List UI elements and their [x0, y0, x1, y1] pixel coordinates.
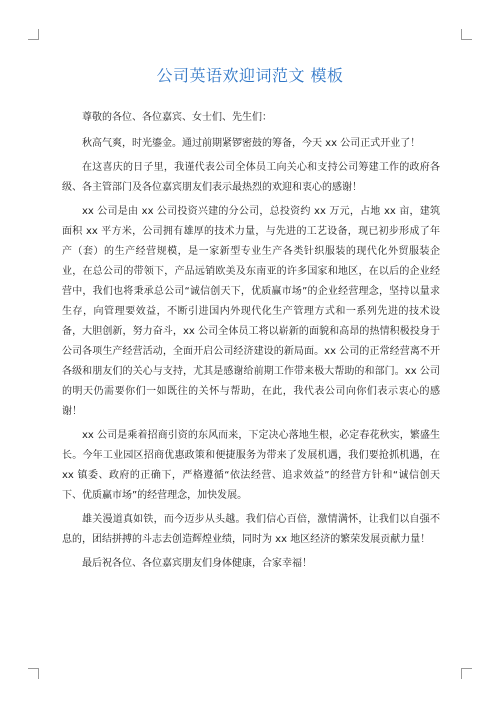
crop-mark-bottom-right-vertical [461, 668, 462, 679]
paragraph-thanks: 在这喜庆的日子里，我谨代表公司全体员工向关心和支持公司筹建工作的政府各级、各主管部门及各位嘉宾朋友们表示最热烈的欢迎和衷心的感谢！ [62, 162, 440, 193]
paragraph-salutation: 尊敬的各位、各位嘉宾、女士们、先生们： [82, 112, 272, 123]
paragraph-closing: 最后祝各位、各位嘉宾朋友们身体健康，合家幸福！ [82, 558, 312, 569]
crop-mark-top-left-horizontal [28, 39, 39, 40]
paragraph-company-intro: xx 公司是由 xx 公司投资兴建的分公司，总投资约 xx 万元，占地 xx 亩，建筑面积 xx 平方米，公司拥有雄厚的技术力量，与先进的工艺设备，现已初步形成了年产（套）的生产经营规模，是一家新型专业生产各类针织服装的现代化外贸服装企业，在总公司的带领下，产品远销欧美及东南亚的许多国家和地区，在以后的企业经营中，我们也将秉承总公司“诚信创天下，优质赢市场”的企业经营理念，坚持以量求生存，向管理要效益，不断引进国内外现代化生产管理方式和一系列先进的技术设备，大胆创新，努力奋斗，xx 公司全体员工将以崭新的面貌和高昂的热情积极投身于公司各项生产经营活动，全面开启公司经济建设的新局面。xx 公司的正常经营离不开各级和朋友们的关心与支持，尤其是感谢给前期工作带来极大帮助的和部门。xx 公司的明天仍需要你们一如既往的关怀与帮助，在此，我代表公司向你们表示衷心的感谢！ [62, 206, 440, 417]
crop-mark-bottom-right-horizontal [461, 668, 472, 669]
crop-mark-bottom-left-horizontal [28, 668, 39, 669]
crop-mark-bottom-left-vertical [38, 668, 39, 679]
paragraph-development: xx 公司是乘着招商引资的东风而来，下定决心落地生根，必定春花秋实，繁盛生长。今年工业园区招商优惠政策和便捷服务为带来了发展机遇，我们要抢抓机遇，在 xx 镇委、政府的正确下，严格遵循“依法经营、追求效益”的经营方针和“诚信创天下、优质赢市场”的经营理念，加快发展。 [62, 430, 440, 501]
document-title: 公司英语欢迎词范文 模板 [156, 66, 344, 85]
paragraph-opening: 秋高气爽，时光鎏金。通过前期紧锣密鼓的筹备，今天 xx 公司正式开业了！ [82, 138, 421, 149]
paragraph-outlook: 雄关漫道真如铁，而今迈步从头越。我们信心百倍，激情满怀，让我们以自强不息的，团结拼搏的斗志去创造辉煌业绩，同时为 xx 地区经济的繁荣发展贡献力量！ [62, 514, 440, 545]
document-body [62, 108, 440, 578]
crop-mark-top-right-horizontal [461, 39, 472, 40]
